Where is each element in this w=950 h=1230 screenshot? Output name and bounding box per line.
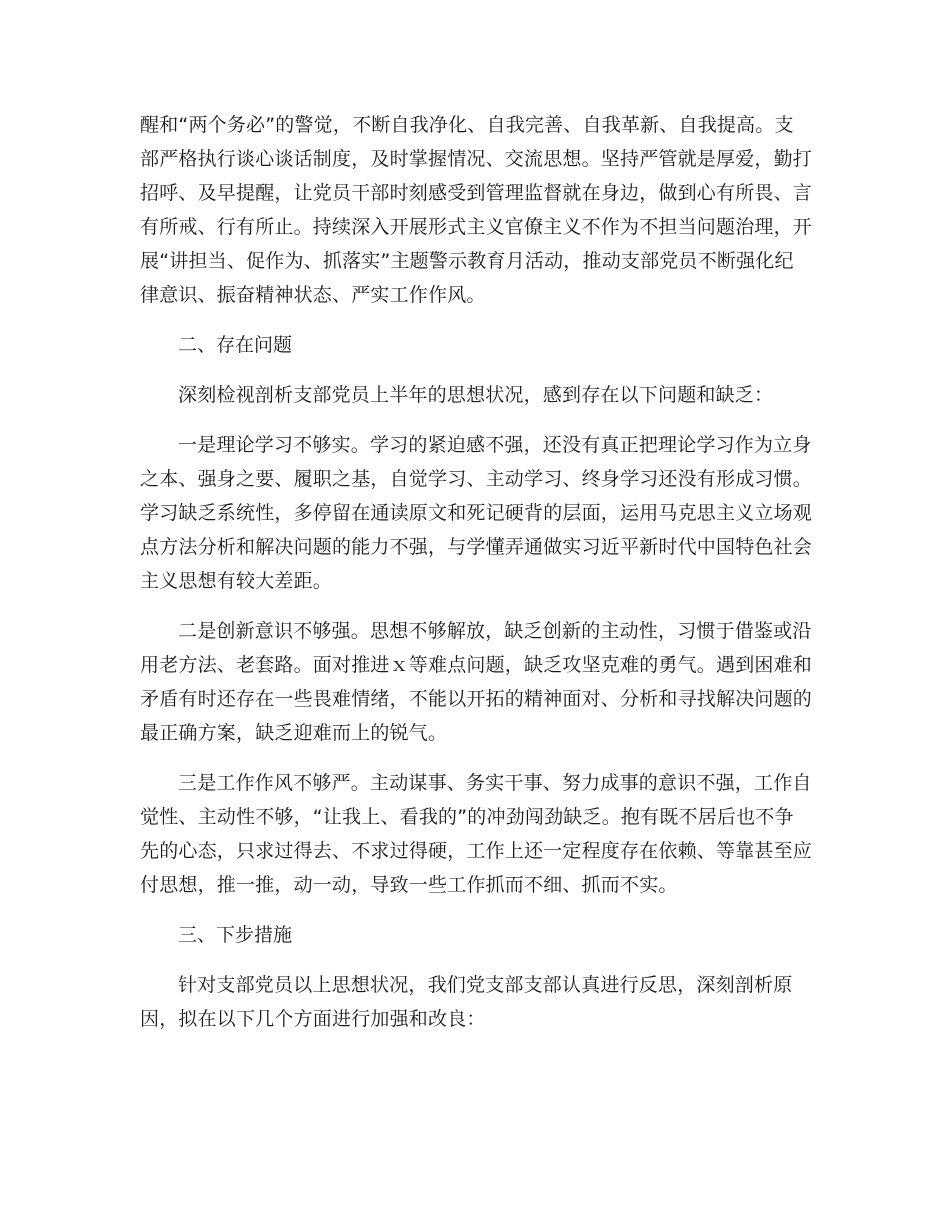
document-page <box>140 108 812 1052</box>
paragraph-problem-work-style: 三是工作作风不够严。主动谋事、务实干事、努力成事的意识不强，工作自觉性、主动性不够，“让我上、看我的”的冲劲闯劲缺乏。抱有既不居后也不争先的心态，只求过得去、不求过得硬，工作上还一定程度存在依赖、等靠甚至应付思想，推一推，动一动，导致一些工作抓而不细、抓而不实。 <box>140 772 813 896</box>
section-heading-next-steps: 三、下步措施 <box>178 924 293 946</box>
section-heading-problems: 二、存在问题 <box>178 334 293 356</box>
paragraph-problem-innovation: 二是创新意识不够强。思想不够解放，缺乏创新的主动性，习惯于借鉴或沿用老方法、老套路。面对推进ｘ等难点问题，缺乏攻坚克难的勇气。遇到困难和矛盾有时还存在一些畏难情绪，不能以开拓的精神面对、分析和寻找解决问题的最正确方案，缺乏迎难而上的锐气。 <box>140 620 813 744</box>
paragraph-next-steps-intro: 针对支部党员以上思想状况，我们党支部支部认真进行反思，深刻剖析原因，拟在以下几个方面进行加强和改良： <box>140 974 793 1030</box>
paragraph-problems-intro: 深刻检视剖析支部党员上半年的思想状况，感到存在以下问题和缺乏： <box>178 384 774 406</box>
paragraph-problem-theory-study: 一是理论学习不够实。学习的紧迫感不强，还没有真正把理论学习作为立身之本、强身之要、履职之基，自觉学习、主动学习、终身学习还没有形成习惯。学习缺乏系统性，多停留在通读原文和死记硬背的层面，运用马克思主义立场观点方法分析和解决问题的能力不强，与学懂弄通做实习近平新时代中国特色社会主义思想有较大差距。 <box>140 434 813 592</box>
paragraph-continuation: 醒和“两个务必”的警觉，不断自我净化、自我完善、自我革新、自我提高。支部严格执行谈心谈话制度，及时掌握情况、交流思想。坚持严管就是厚爱，勤打招呼、及早提醒，让党员干部时刻感受到管理监督就在身边，做到心有所畏、言有所戒、行有所止。持续深入开展形式主义官僚主义不作为不担当问题治理，开展“讲担当、促作为、抓落实”主题警示教育月活动，推动支部党员不断强化纪律意识、振奋精神状态、严实工作作风。 <box>140 114 813 306</box>
